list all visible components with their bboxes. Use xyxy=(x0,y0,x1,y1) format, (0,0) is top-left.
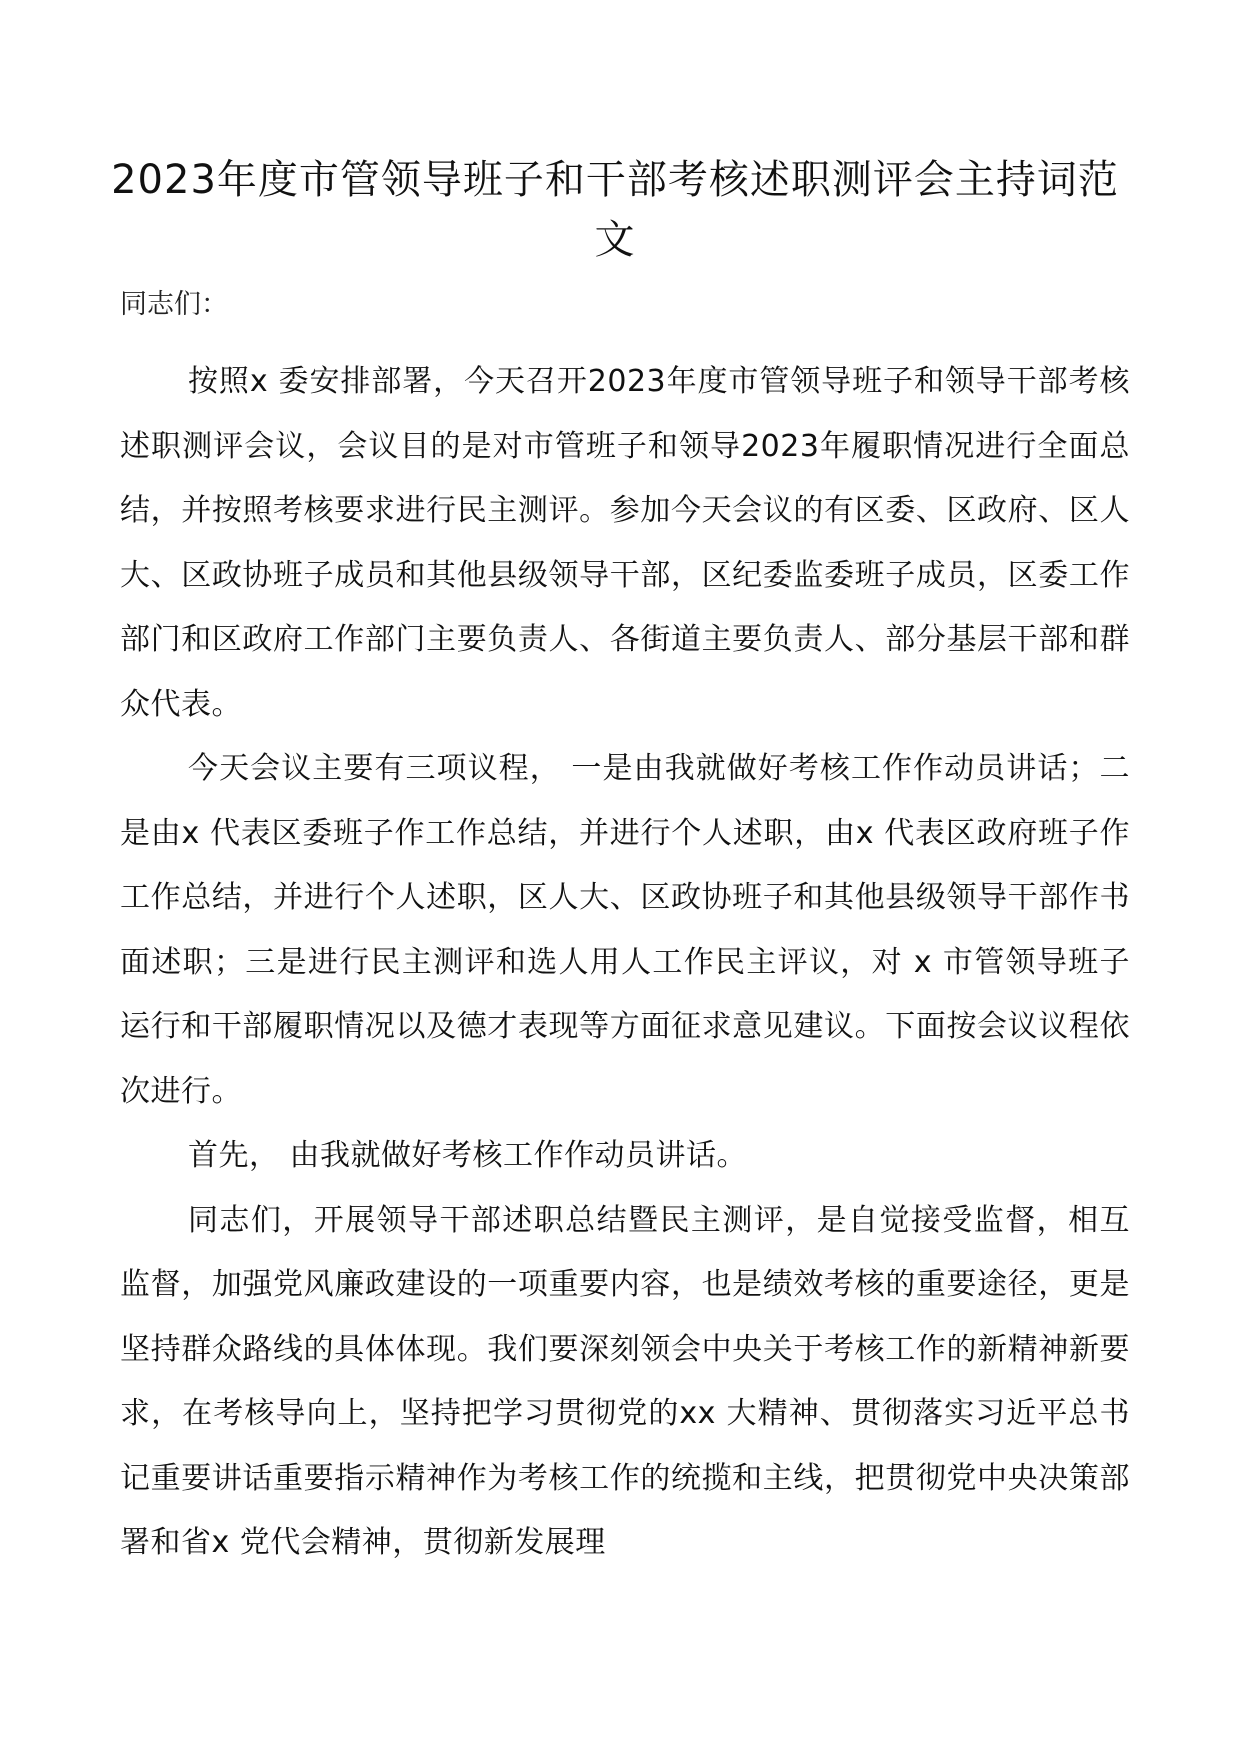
document-title: 2023年度市管领导班子和干部考核述职测评会主持词范文 xyxy=(111,157,1119,263)
paragraph: 今天会议主要有三项议程， 一是由我就做好考核工作作动员讲话；二是由x 代表区委班子作工作总结，并进行个人述职，由x 代表区政府班子作工作总结，并进行个人述职，区人大、区政协班子和其他县级领导干部作书面述职；三是进行民主测评和选人用人工作民主评议，对 x 市管领导班子运行和干部履职情况以及德才表现等方面征求意见建议。下面按会议议程依次进行。 xyxy=(120,751,1130,1109)
salutation: 同志们： xyxy=(120,289,228,320)
document-body xyxy=(120,350,1130,1576)
paragraph: 首先， 由我就做好考核工作作动员讲话。 xyxy=(188,1138,748,1173)
paragraph: 同志们，开展领导干部述职总结暨民主测评，是自觉接受监督，相互监督，加强党风廉政建设的一项重要内容，也是绩效考核的重要途径，更是坚持群众路线的具体体现。我们要深刻领会中央关于考核工作的新精神新要求，在考核导向上，坚持把学习贯彻党的xx 大精神、贯彻落实习近平总书记重要讲话重要指示精神作为考核工作的统揽和主线，把贯彻党中央决策部署和省x 党代会精神，贯彻新发展理 xyxy=(120,1202,1130,1560)
paragraph: 按照x 委安排部署，今天召开2023年度市管领导班子和领导干部考核述职测评会议，会议目的是对市管班子和领导2023年履职情况进行全面总结，并按照考核要求进行民主测评。参加今天会议的有区委、区政府、区人大、区政协班子成员和其他县级领导干部，区纪委监委班子成员，区委工作部门和区政府工作部门主要负责人、各街道主要负责人、部分基层干部和群众代表。 xyxy=(120,364,1130,722)
